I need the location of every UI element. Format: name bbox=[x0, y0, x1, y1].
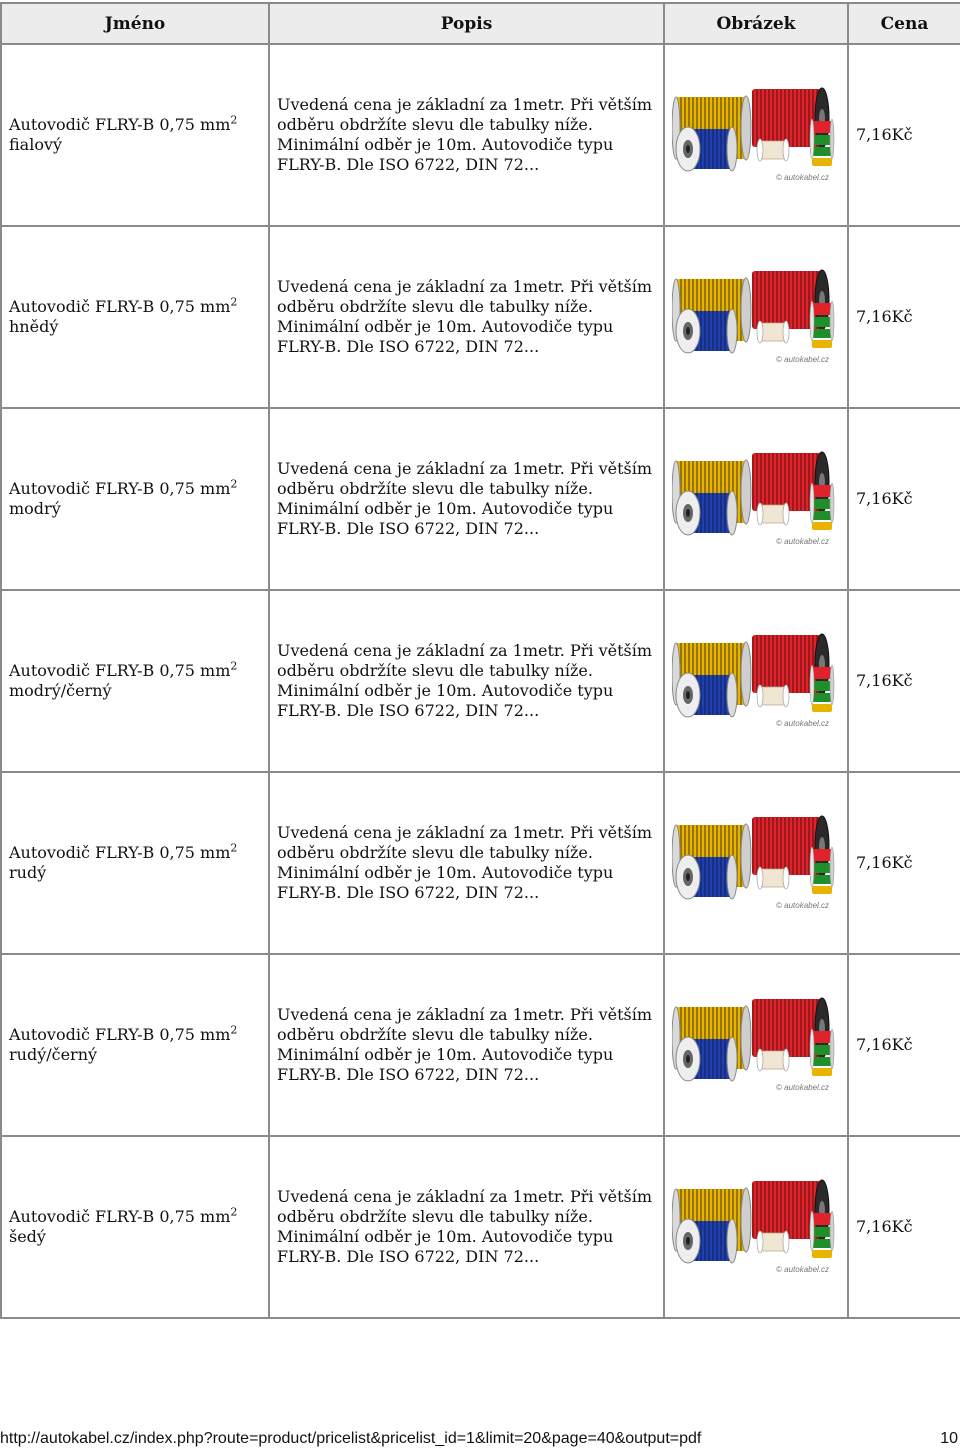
product-image-cell bbox=[664, 408, 848, 590]
product-price: 7,16Kč bbox=[856, 1035, 913, 1054]
product-price: 7,16Kč bbox=[856, 1217, 913, 1236]
product-price: 7,16Kč bbox=[856, 307, 913, 326]
product-name-cell bbox=[1, 408, 269, 590]
product-description: Uvedená cena je základní za 1metr. Při větším odběru obdržíte slevu dle tabulky níže. Minimální odběr je 10m. Autovodiče typu FLRY-B. Dle ISO 6722, DIN 72... bbox=[277, 1187, 652, 1266]
product-name-link[interactable] bbox=[9, 115, 237, 154]
product-description: Uvedená cena je základní za 1metr. Při větším odběru obdržíte slevu dle tabulky níže. Minimální odběr je 10m. Autovodiče typu FLRY-B. Dle ISO 6722, DIN 72... bbox=[277, 277, 652, 356]
column-header-name: Jméno bbox=[1, 3, 269, 44]
column-header-price: Cena bbox=[848, 3, 960, 44]
image-watermark: © autokabel.cz bbox=[776, 173, 830, 182]
product-description-cell bbox=[269, 772, 664, 954]
cable-spools-image[interactable] bbox=[672, 997, 840, 1093]
product-image-cell bbox=[664, 954, 848, 1136]
table-header-row bbox=[1, 3, 960, 44]
product-name: Autovodič FLRY-B 0,75 mm bbox=[9, 1025, 231, 1044]
product-price-cell bbox=[848, 590, 960, 772]
product-name-superscript: 2 bbox=[230, 841, 238, 855]
product-description: Uvedená cena je základní za 1metr. Při větším odběru obdržíte slevu dle tabulky níže. Minimální odběr je 10m. Autovodiče typu FLRY-B. Dle ISO 6722, DIN 72... bbox=[277, 1005, 652, 1084]
product-name: Autovodič FLRY-B 0,75 mm bbox=[9, 115, 231, 134]
product-description-cell bbox=[269, 954, 664, 1136]
product-color: fialový bbox=[9, 135, 63, 154]
product-price-cell bbox=[848, 226, 960, 408]
cable-spools-image[interactable] bbox=[672, 451, 840, 547]
table-row bbox=[1, 226, 960, 408]
product-name: Autovodič FLRY-B 0,75 mm bbox=[9, 479, 231, 498]
table-row bbox=[1, 1136, 960, 1318]
product-color: hnědý bbox=[9, 317, 59, 336]
product-name: Autovodič FLRY-B 0,75 mm bbox=[9, 1207, 231, 1226]
product-color: modrý bbox=[9, 499, 61, 518]
product-description-cell bbox=[269, 408, 664, 590]
footer-url: http://autokabel.cz/index.php?route=product/pricelist&pricelist_id=1&limit=20&page=40&output=pdf bbox=[0, 1430, 702, 1447]
product-name-cell bbox=[1, 44, 269, 226]
product-description: Uvedená cena je základní za 1metr. Při větším odběru obdržíte slevu dle tabulky níže. Minimální odběr je 10m. Autovodiče typu FLRY-B. Dle ISO 6722, DIN 72... bbox=[277, 95, 652, 174]
product-price: 7,16Kč bbox=[856, 489, 913, 508]
image-watermark: © autokabel.cz bbox=[776, 355, 830, 364]
product-price-cell bbox=[848, 408, 960, 590]
column-header-image: Obrázek bbox=[664, 3, 848, 44]
product-name-link[interactable] bbox=[9, 1025, 237, 1064]
table-row bbox=[1, 954, 960, 1136]
product-description-cell bbox=[269, 44, 664, 226]
product-image-cell bbox=[664, 226, 848, 408]
product-color: rudý/černý bbox=[9, 1045, 98, 1064]
product-name-superscript: 2 bbox=[230, 659, 238, 673]
product-price-cell bbox=[848, 772, 960, 954]
product-description-cell bbox=[269, 226, 664, 408]
pricelist-table bbox=[0, 2, 960, 1319]
product-image-cell bbox=[664, 772, 848, 954]
product-name-superscript: 2 bbox=[230, 113, 238, 127]
table-row bbox=[1, 44, 960, 226]
image-watermark: © autokabel.cz bbox=[776, 901, 830, 910]
product-color: šedý bbox=[9, 1227, 46, 1246]
product-name-superscript: 2 bbox=[230, 1023, 238, 1037]
product-price: 7,16Kč bbox=[856, 853, 913, 872]
table-row bbox=[1, 590, 960, 772]
product-price: 7,16Kč bbox=[856, 125, 913, 144]
product-description-cell bbox=[269, 590, 664, 772]
product-name-link[interactable] bbox=[9, 843, 237, 882]
cable-spools-image[interactable] bbox=[672, 815, 840, 911]
product-name: Autovodič FLRY-B 0,75 mm bbox=[9, 843, 231, 862]
product-name-link[interactable] bbox=[9, 479, 237, 518]
product-name-cell bbox=[1, 590, 269, 772]
product-color: modrý/černý bbox=[9, 681, 112, 700]
column-header-description: Popis bbox=[269, 3, 664, 44]
product-description: Uvedená cena je základní za 1metr. Při větším odběru obdržíte slevu dle tabulky níže. Minimální odběr je 10m. Autovodiče typu FLRY-B. Dle ISO 6722, DIN 72... bbox=[277, 459, 652, 538]
product-price-cell bbox=[848, 1136, 960, 1318]
table-row bbox=[1, 772, 960, 954]
cable-spools-image[interactable] bbox=[672, 1179, 840, 1275]
product-description-cell bbox=[269, 1136, 664, 1318]
product-description: Uvedená cena je základní za 1metr. Při větším odběru obdržíte slevu dle tabulky níže. Minimální odběr je 10m. Autovodiče typu FLRY-B. Dle ISO 6722, DIN 72... bbox=[277, 823, 652, 902]
product-name-cell bbox=[1, 772, 269, 954]
table-row bbox=[1, 408, 960, 590]
product-price-cell bbox=[848, 44, 960, 226]
product-name: Autovodič FLRY-B 0,75 mm bbox=[9, 661, 231, 680]
product-name-superscript: 2 bbox=[230, 295, 238, 309]
product-name-cell bbox=[1, 954, 269, 1136]
cable-spools-image[interactable] bbox=[672, 269, 840, 365]
product-name-link[interactable] bbox=[9, 1207, 237, 1246]
product-name-link[interactable] bbox=[9, 297, 237, 336]
image-watermark: © autokabel.cz bbox=[776, 1083, 830, 1092]
image-watermark: © autokabel.cz bbox=[776, 719, 830, 728]
product-image-cell bbox=[664, 44, 848, 226]
product-description: Uvedená cena je základní za 1metr. Při větším odběru obdržíte slevu dle tabulky níže. Minimální odběr je 10m. Autovodiče typu FLRY-B. Dle ISO 6722, DIN 72... bbox=[277, 641, 652, 720]
product-name: Autovodič FLRY-B 0,75 mm bbox=[9, 297, 231, 316]
product-name-cell bbox=[1, 226, 269, 408]
image-watermark: © autokabel.cz bbox=[776, 537, 830, 546]
cable-spools-image[interactable] bbox=[672, 633, 840, 729]
product-name-cell bbox=[1, 1136, 269, 1318]
product-name-superscript: 2 bbox=[230, 477, 238, 491]
footer-page-number: 10 bbox=[940, 1430, 958, 1447]
product-color: rudý bbox=[9, 863, 47, 882]
cable-spools-image[interactable] bbox=[672, 87, 840, 183]
product-name-superscript: 2 bbox=[230, 1205, 238, 1219]
product-name-link[interactable] bbox=[9, 661, 237, 700]
product-price-cell bbox=[848, 954, 960, 1136]
product-image-cell bbox=[664, 1136, 848, 1318]
product-image-cell bbox=[664, 590, 848, 772]
image-watermark: © autokabel.cz bbox=[776, 1265, 830, 1274]
product-price: 7,16Kč bbox=[856, 671, 913, 690]
